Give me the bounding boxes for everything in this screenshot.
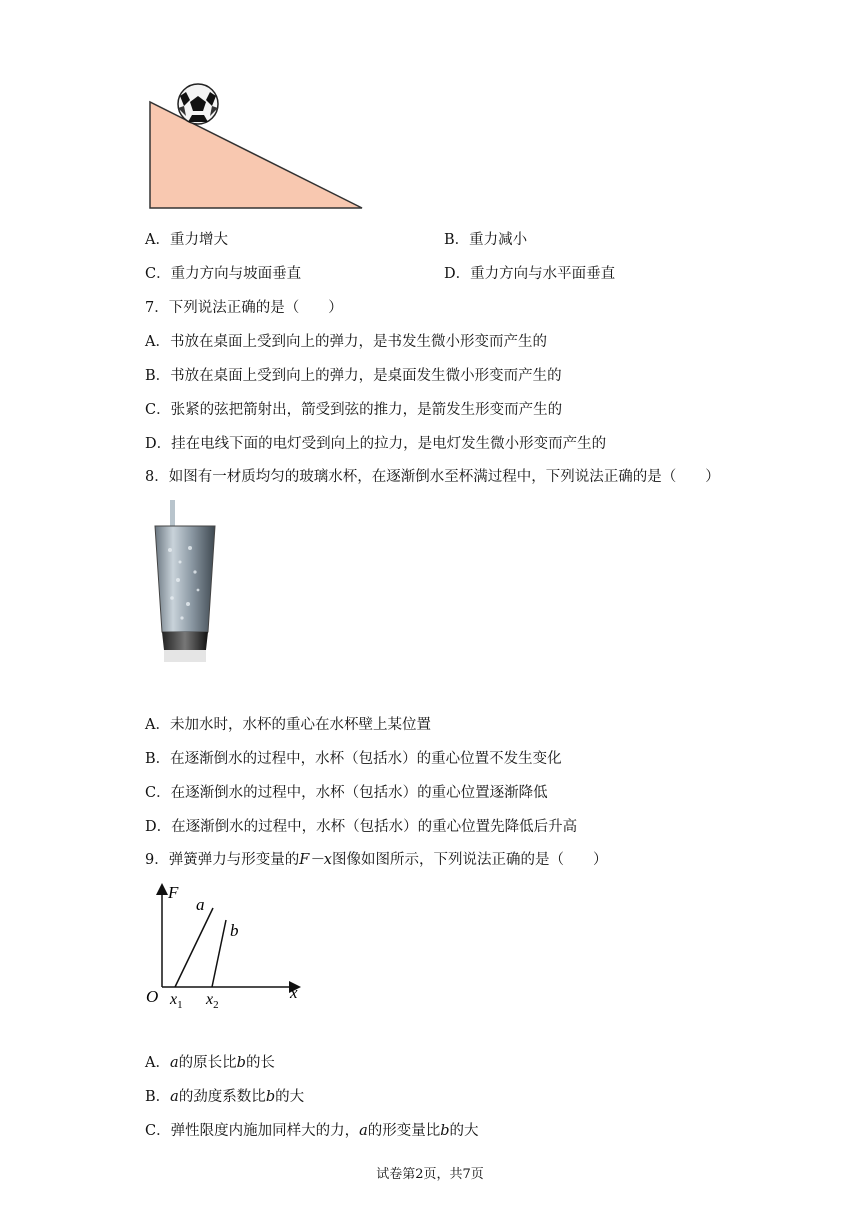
q6-option-b: B．重力减小 [444,232,528,248]
x2-label: $x_2$ [206,991,219,1011]
glass-reflection [164,650,206,662]
q9-option-a: A．a的原长比b的长 [145,1055,275,1071]
incline-triangle [150,102,362,208]
q8-option-a: A．未加水时，水杯的重心在水杯壁上某位置 [145,717,431,733]
q6-option-d: D．重力方向与水平面垂直 [444,266,616,282]
soccer-ball-icon [178,84,218,124]
q7-option-c: C．张紧的弦把箭射出，箭受到弦的推力，是箭发生形变而产生的 [145,402,563,418]
q6-option-c: C．重力方向与坡面垂直 [145,266,302,282]
line-a [175,908,213,987]
q7-option-a: A．书放在桌面上受到向上的弹力，是书发生微小形变而产生的 [145,334,547,350]
water-glass-figure [150,500,220,665]
q8-option-b: B．在逐渐倒水的过程中，水杯（包括水）的重心位置不发生变化 [145,751,562,767]
q8-stem: 8．如图有一材质均匀的玻璃水杯，在逐渐倒水至杯满过程中，下列说法正确的是（ ） [145,469,720,485]
q7-option-b: B．书放在桌面上受到向上的弹力，是桌面发生微小形变而产生的 [145,368,562,384]
q7-option-d: D．挂在电线下面的电灯受到向上的拉力，是电灯发生微小形变而产生的 [145,436,607,452]
q7-stem: 7．下列说法正确的是（ ） [145,300,343,316]
incline-figure [140,80,370,215]
x1-label: $x_1$ [170,991,183,1011]
line-b [212,920,226,987]
line-a-label: a [196,895,205,914]
origin-label: O [146,987,159,1006]
q8-option-d: D．在逐渐倒水的过程中，水杯（包括水）的重心位置先降低后升高 [145,819,578,835]
page-footer: 试卷第2页，共7页 [376,1167,484,1182]
x-axis-label: x [290,983,298,1002]
q9-option-c: C．弹性限度内施加同样大的力，a的形变量比b的大 [145,1123,479,1139]
q6-option-a: A．重力增大 [145,232,228,248]
fx-graph-figure [140,876,320,1016]
glass-body [155,526,215,632]
q8-option-c: C．在逐渐倒水的过程中，水杯（包括水）的重心位置逐渐降低 [145,785,548,801]
q9-stem: 9．弹簧弹力与形变量的F－x图像如图所示，下列说法正确的是（ ） [145,852,608,868]
glass-base [162,632,208,650]
q9-option-b: B．a的劲度系数比b的大 [145,1089,305,1105]
line-b-label: b [230,921,239,940]
y-axis-label: F [168,883,179,902]
